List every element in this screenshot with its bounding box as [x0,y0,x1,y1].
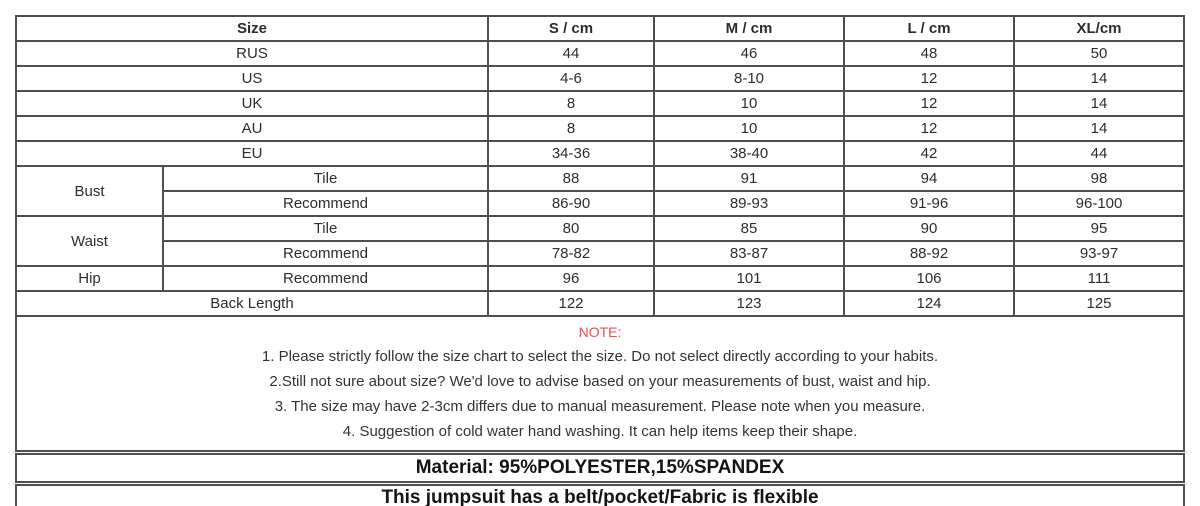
cell-waist-rec-l: 88-92 [844,241,1014,266]
cell-us-l: 12 [844,66,1014,91]
cell-eu-m: 38-40 [654,141,844,166]
row-label-rus: RUS [16,41,488,66]
cell-waist-rec-xl: 93-97 [1014,241,1184,266]
cell-back-length-m: 123 [654,291,844,316]
cell-bust-tile-m: 91 [654,166,844,191]
row-label-bust-tile: Tile [163,166,488,191]
note-cell [16,316,1184,453]
cell-eu-xl: 44 [1014,141,1184,166]
table-row-rus [16,41,1184,66]
cell-bust-tile-s: 88 [488,166,654,191]
row-label-uk: UK [16,91,488,116]
cell-eu-s: 34-36 [488,141,654,166]
group-label-bust: Bust [16,166,163,216]
table-row-bust-recommend [16,191,1184,216]
cell-uk-l: 12 [844,91,1014,116]
cell-hip-rec-xl: 111 [1014,266,1184,291]
cell-us-s: 4-6 [488,66,654,91]
table-row-back-length [16,291,1184,316]
feature-line: This jumpsuit has a belt/pocket/Fabric is flexible [16,484,1184,506]
cell-eu-l: 42 [844,141,1014,166]
table-row-waist-recommend [16,241,1184,266]
cell-au-xl: 14 [1014,116,1184,141]
header-col-s: S / cm [488,16,654,41]
cell-rus-s: 44 [488,41,654,66]
cell-uk-m: 10 [654,91,844,116]
note-line-2: 2.Still not sure about size? We'd love to advise based on your measurements of bust, waist and hip. [269,373,931,390]
header-col-m: M / cm [654,16,844,41]
cell-au-m: 10 [654,116,844,141]
header-col-l: L / cm [844,16,1014,41]
table-row-eu [16,141,1184,166]
row-label-au: AU [16,116,488,141]
size-chart-table [15,15,1185,506]
row-label-waist-recommend: Recommend [163,241,488,266]
cell-au-s: 8 [488,116,654,141]
row-label-hip-recommend: Recommend [163,266,488,291]
cell-waist-rec-m: 83-87 [654,241,844,266]
cell-bust-rec-l: 91-96 [844,191,1014,216]
cell-uk-s: 8 [488,91,654,116]
cell-bust-rec-xl: 96-100 [1014,191,1184,216]
row-label-bust-recommend: Recommend [163,191,488,216]
size-chart-page [0,15,1200,506]
cell-waist-tile-m: 85 [654,216,844,241]
note-row [16,316,1184,453]
note-line-4: 4. Suggestion of cold water hand washing. It can help items keep their shape. [342,423,858,440]
cell-waist-tile-xl: 95 [1014,216,1184,241]
cell-bust-tile-xl: 98 [1014,166,1184,191]
row-label-back-length: Back Length [16,291,488,316]
table-row-us [16,66,1184,91]
cell-rus-l: 48 [844,41,1014,66]
note-title: NOTE: [578,324,622,340]
group-label-waist: Waist [16,216,163,266]
table-row-waist-tile [16,216,1184,241]
cell-hip-rec-l: 106 [844,266,1014,291]
row-label-waist-tile: Tile [163,216,488,241]
cell-hip-rec-s: 96 [488,266,654,291]
feature-row [16,484,1184,506]
cell-bust-rec-m: 89-93 [654,191,844,216]
cell-rus-m: 46 [654,41,844,66]
cell-back-length-l: 124 [844,291,1014,316]
header-size: Size [16,16,488,41]
cell-au-l: 12 [844,116,1014,141]
cell-waist-tile-s: 80 [488,216,654,241]
cell-waist-tile-l: 90 [844,216,1014,241]
note-line-1: 1. Please strictly follow the size chart to select the size. Do not select directly according to your habits. [261,348,939,365]
cell-hip-rec-m: 101 [654,266,844,291]
cell-back-length-xl: 125 [1014,291,1184,316]
cell-back-length-s: 122 [488,291,654,316]
material-line: Material: 95%POLYESTER,15%SPANDEX [16,453,1184,484]
table-row-hip-recommend [16,266,1184,291]
header-col-xl: XL/cm [1014,16,1184,41]
table-row-au [16,116,1184,141]
group-label-hip: Hip [16,266,163,291]
table-row-uk [16,91,1184,116]
material-row [16,453,1184,484]
row-label-eu: EU [16,141,488,166]
header-row [16,16,1184,41]
cell-us-m: 8-10 [654,66,844,91]
cell-uk-xl: 14 [1014,91,1184,116]
cell-us-xl: 14 [1014,66,1184,91]
cell-bust-rec-s: 86-90 [488,191,654,216]
cell-rus-xl: 50 [1014,41,1184,66]
table-row-bust-tile [16,166,1184,191]
note-line-3: 3. The size may have 2-3cm differs due to manual measurement. Please note when you measure. [274,398,926,415]
cell-bust-tile-l: 94 [844,166,1014,191]
cell-waist-rec-s: 78-82 [488,241,654,266]
row-label-us: US [16,66,488,91]
